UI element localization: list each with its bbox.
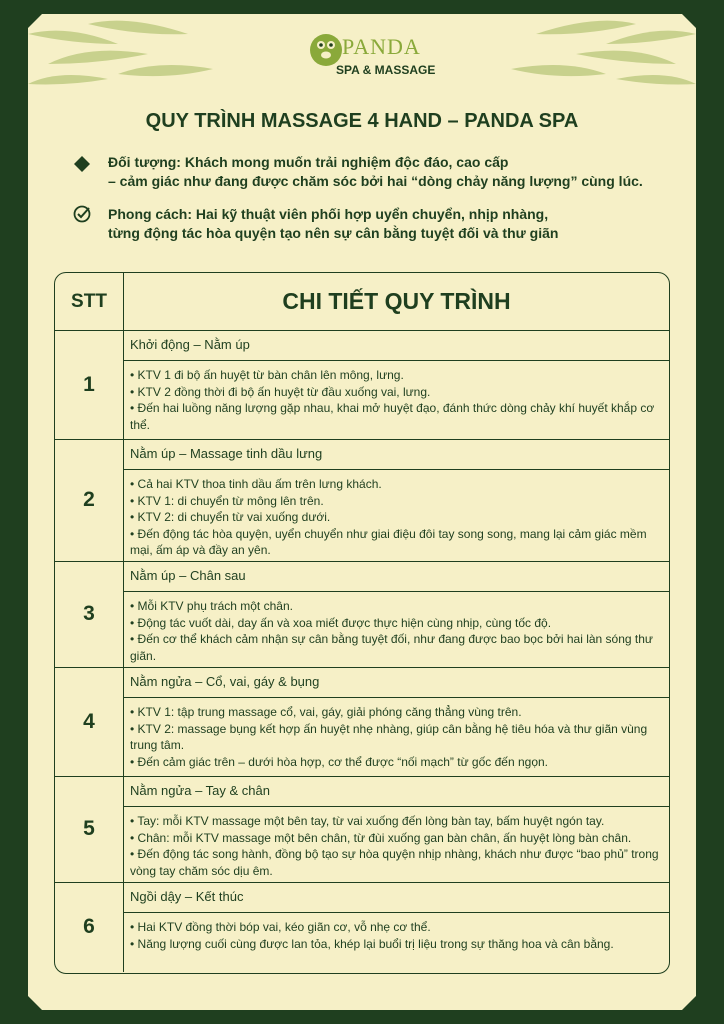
table-row xyxy=(55,439,669,562)
row-number: 3 xyxy=(83,602,95,625)
row-number: 1 xyxy=(83,372,95,396)
step-title: Nằm ngửa – Cổ, vai, gáy & bụng xyxy=(124,667,669,698)
list-item: • Động tác vuốt dài, day ấn và xoa miết được thực hiện cùng nhịp, cùng tốc độ. xyxy=(130,615,661,632)
intro-line: Đối tượng: Khách mong muốn trải nghiệm độc đáo, cao cấp xyxy=(108,154,509,170)
step-list xyxy=(124,361,669,433)
list-item: • Cả hai KTV thoa tinh dầu ấm trên lưng khách. xyxy=(130,476,661,493)
list-item: • Đến động tác song hành, đồng bộ tạo sự hòa quyện nhịp nhàng, khách như được “bao phủ” trong vòng tay chăm sóc dịu êm. xyxy=(130,846,661,879)
list-item: • KTV 2: di chuyển từ vai xuống dưới. xyxy=(130,509,661,526)
logo-subtitle: SPA & MASSAGE xyxy=(336,63,436,77)
row-number: 4 xyxy=(83,709,95,733)
row-detail xyxy=(123,330,669,439)
table-header xyxy=(55,273,669,331)
audience-text xyxy=(108,153,643,191)
diamond-icon xyxy=(74,156,90,172)
row-number: 6 xyxy=(83,915,95,938)
table-row xyxy=(55,667,669,777)
step-list xyxy=(124,470,669,559)
intro-line: từng động tác hòa quyện tạo nên sự cân bằng tuyệt đối và thư giãn xyxy=(108,225,559,241)
row-detail xyxy=(123,439,669,561)
step-list xyxy=(124,698,669,770)
table-row xyxy=(55,330,669,440)
row-number: 2 xyxy=(83,488,95,511)
list-item: • KTV 2: massage bụng kết hợp ấn huyệt nhẹ nhàng, giúp cân bằng hệ tiêu hóa và thư giãn vùng trung tâm. xyxy=(130,721,661,754)
list-item: • Mỗi KTV phụ trách một chân. xyxy=(130,598,661,615)
table-row xyxy=(55,561,669,668)
step-title: Ngồi dậy – Kết thúc xyxy=(124,882,669,913)
style-text xyxy=(108,205,558,243)
header-stt: STT xyxy=(71,290,107,312)
list-item: • Chân: mỗi KTV massage một bên chân, từ đùi xuống gan bàn chân, ấn huyệt lòng bàn chân. xyxy=(130,830,661,847)
brand-logo xyxy=(306,30,436,86)
page-title: QUY TRÌNH MASSAGE 4 HAND – PANDA SPA xyxy=(145,110,579,132)
list-item: • KTV 1: di chuyển từ mông lên trên. xyxy=(130,493,661,510)
list-item: • KTV 1: tập trung massage cổ, vai, gáy, giải phóng căng thẳng vùng trên. xyxy=(130,704,661,721)
header-detail: CHI TIẾT QUY TRÌNH xyxy=(123,273,669,330)
list-item: • Tay: mỗi KTV massage một bên tay, từ vai xuống đến lòng bàn tay, bấm huyệt ngón tay. xyxy=(130,813,661,830)
bamboo-leaves-icon xyxy=(28,14,218,104)
table-row xyxy=(55,882,669,972)
list-item: • KTV 2 đồng thời đi bộ ấn huyệt từ đầu xuống vai, lưng. xyxy=(130,384,661,401)
step-title: Nằm úp – Chân sau xyxy=(124,561,669,592)
step-list xyxy=(124,807,669,879)
list-item: • Hai KTV đồng thời bóp vai, kéo giãn cơ, vỗ nhẹ cơ thể. xyxy=(130,919,661,936)
row-detail xyxy=(123,561,669,667)
table-row xyxy=(55,776,669,883)
intro-line: Phong cách: Hai kỹ thuật viên phối hợp uyển chuyển, nhịp nhàng, xyxy=(108,206,549,222)
row-detail xyxy=(123,882,669,972)
list-item: • Đến cơ thể khách cảm nhận sự cân bằng tuyệt đối, như đang được bao bọc bởi hai làn sóng thư giãn. xyxy=(130,631,661,664)
row-detail xyxy=(123,667,669,776)
list-item: • KTV 1 đi bộ ấn huyệt từ bàn chân lên mông, lưng. xyxy=(130,367,661,384)
list-item: • Đến cảm giác trên – dưới hòa hợp, cơ thể được “nối mạch” từ gốc đến ngọn. xyxy=(130,754,661,771)
procedure-table xyxy=(54,272,670,974)
row-detail xyxy=(123,776,669,882)
step-title: Khởi động – Nằm úp xyxy=(124,330,669,361)
step-title: Nằm ngửa – Tay & chân xyxy=(124,776,669,807)
list-item: • Năng lượng cuối cùng được lan tỏa, khép lại buổi trị liệu trong sự thăng hoa và cân bằng. xyxy=(130,936,661,953)
row-number: 5 xyxy=(83,817,95,840)
intro-line: – cảm giác như đang được chăm sóc bởi hai “dòng chảy năng lượng” cùng lúc. xyxy=(108,173,643,189)
step-list xyxy=(124,592,669,664)
logo-brand-text: PANDA xyxy=(342,34,421,59)
step-title: Nằm úp – Massage tinh dầu lưng xyxy=(124,439,669,470)
step-list xyxy=(124,913,669,952)
list-item: • Đến hai luồng năng lượng gặp nhau, khai mở huyệt đạo, đánh thức dòng chảy khí huyết khắp cơ thể. xyxy=(130,400,661,433)
list-item: • Đến động tác hòa quyện, uyển chuyển như giai điệu đôi tay song song, mang lại cảm giác mềm mại, ấm áp và đầy an yên. xyxy=(130,526,661,559)
check-circle-icon xyxy=(73,205,91,223)
bamboo-leaves-icon xyxy=(506,14,696,104)
